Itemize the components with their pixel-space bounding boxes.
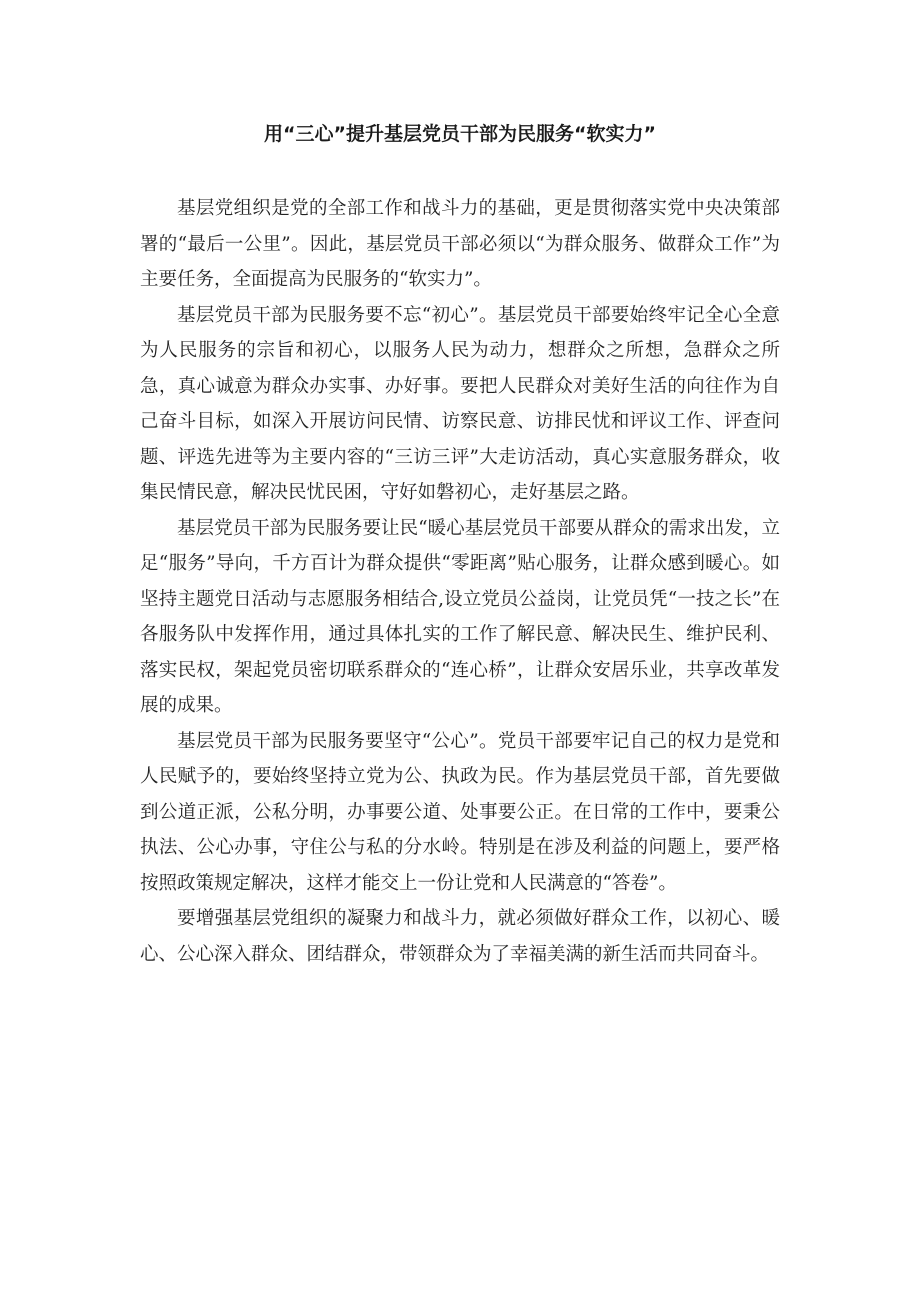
document-body <box>140 191 780 972</box>
paragraph-public-spirit: 基层党员干部为民服务要坚守“公心”。党员干部要牢记自己的权力是党和人民赋予的，要始终坚持立党为公、执政为民。作为基层党员干部，首先要做到公道正派，公私分明，办事要公道、处事要公正。在日常的工作中，要秉公执法、公心办事，守住公与私的分水岭。特别是在涉及利益的问题上，要严格按照政策规定解决，这样才能交上一份让党和人民满意的“答卷”。 <box>140 730 780 894</box>
paragraph-conclusion: 要增强基层党组织的凝聚力和战斗力，就必须做好群众工作，以初心、暖心、公心深入群众、团结群众，带领群众为了幸福美满的新生活而共同奋斗。 <box>140 908 780 965</box>
paragraph-original-aspiration: 基层党员干部为民服务要不忘“初心”。基层党员干部要始终牢记全心全意为人民服务的宗旨和初心，以服务人民为动力，想群众之所想，急群众之所急，真心诚意为群众办实事、办好事。要把人民群众对美好生活的向往作为自己奋斗目标，如深入开展访问民情、访察民意、访排民忧和评议工作、评查问题、评选先进等为主要内容的“三访三评”大走访活动，真心实意服务群众，收集民情民意，解决民忧民困，守好如磐初心，走好基层之路。 <box>140 304 780 503</box>
paragraph-warm-heart: 基层党员干部为民服务要让民“暖心基层党员干部要从群众的需求出发，立足“服务”导向，千方百计为群众提供“零距离”贴心服务，让群众感到暖心。如坚持主题党日活动与志愿服务相结合,设立党员公益岗，让党员凭“一技之长”在各服务队中发挥作用，通过具体扎实的工作了解民意、解决民生、维护民利、落实民权，架起党员密切联系群众的“连心桥”，让群众安居乐业，共享改革发展的成果。 <box>140 517 780 716</box>
paragraph-intro: 基层党组织是党的全部工作和战斗力的基础，更是贯彻落实党中央决策部署的“最后一公里”。因此，基层党员干部必须以“为群众服务、做群众工作”为主要任务，全面提高为民服务的“软实力”。 <box>140 198 780 290</box>
document-title: 用“三心”提升基层党员干部为民服务“软实力” <box>264 123 656 145</box>
